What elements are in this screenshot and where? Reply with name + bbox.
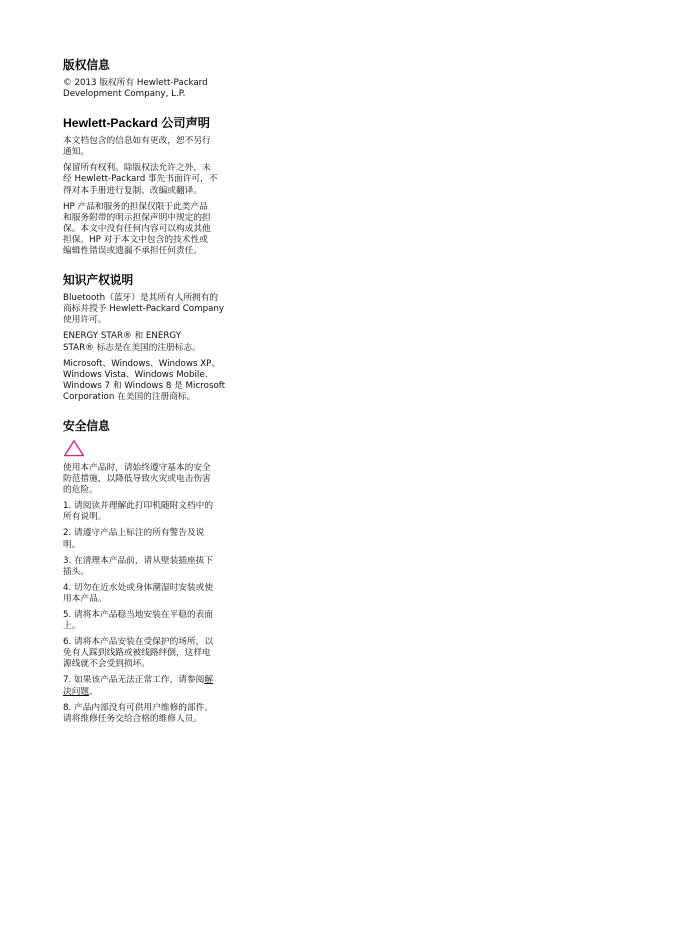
text-line: Windows 7 和 Windows 8 是 Microsoft	[63, 380, 226, 391]
text-line: 商标并授予 Hewlett-Packard Company	[63, 304, 225, 315]
text-line: ENERGY STAR® 和 ENERGY	[63, 331, 182, 342]
item-7-text: 7. 如果该产品无法正常工作，请参阅	[63, 675, 205, 686]
text-line: 1. 请阅读并理解此打印机随附文档中的	[63, 501, 214, 512]
text-line: Microsoft、Windows、Windows XP、	[63, 358, 221, 369]
text-line: 请将维修任务交给合格的维修人员。	[63, 713, 202, 724]
text-line: 8. 产品内部没有可供用户维修的部件。	[63, 702, 214, 713]
text-line: 经 Hewlett-Packard 事先书面许可，不	[63, 174, 218, 185]
hp-statement-paragraph	[63, 202, 241, 257]
text-line: 防范措施，以降低导致火灾或电击伤害	[63, 474, 211, 485]
text-line: STAR® 标志是在美国的注册标志。	[63, 342, 201, 353]
text-line	[63, 687, 241, 698]
safety-item-7	[63, 675, 241, 697]
safety-item-3	[63, 556, 241, 578]
hp-statement-paragraph	[63, 163, 241, 196]
text-line: 5. 请将本产品稳当地安装在平稳的表面	[63, 610, 214, 620]
safety-item-2	[63, 528, 241, 550]
text-line: HP 产品和服务的担保仅限于此类产品	[63, 201, 208, 212]
ip-statement-heading: 知识产权说明	[63, 273, 134, 288]
warning-triangle-icon	[63, 439, 85, 457]
troubleshooting-link[interactable]: 决问题	[63, 686, 90, 697]
hp-statement-paragraph	[63, 136, 241, 158]
ip-statement-paragraph	[63, 359, 241, 403]
safety-section	[63, 419, 241, 725]
text-line: 上。	[63, 621, 81, 632]
text-line: 的危险。	[63, 485, 98, 496]
text-line: Bluetooth（蓝牙）是其所有人所拥有的	[63, 293, 219, 304]
hp-statement-section	[63, 116, 241, 257]
safety-heading: 安全信息	[63, 418, 110, 433]
text-line: 源线就不会受到损坏。	[63, 659, 150, 670]
text-line: 插头。	[63, 566, 90, 577]
hp-statement-heading: Hewlett-Packard 公司声明	[63, 116, 210, 131]
copyright-section	[63, 58, 241, 100]
text-line: 免有人踩到线路或被线路绊倒，这样电	[63, 648, 211, 659]
text-line: 2. 请遵守产品上标注的所有警告及说	[63, 528, 205, 539]
text-line: Corporation 在美国的注册商标。	[63, 391, 196, 402]
text-line: 使用许可。	[63, 315, 107, 326]
text-line: 4. 切勿在近水处或身体潮湿时安装或使	[63, 582, 214, 593]
copyright-line: © 2013 版权所有 Hewlett-Packard	[63, 78, 208, 88]
ip-statement-paragraph	[63, 331, 241, 353]
text-line: 所有说明。	[63, 512, 107, 523]
copyright-heading: 版权信息	[63, 58, 110, 72]
safety-item-5	[63, 610, 241, 632]
text-line: Windows Vista、Windows Mobile、	[63, 369, 214, 380]
text-line	[63, 675, 241, 686]
text-line: 编辑性错误或遗漏不承担任何责任。	[63, 246, 202, 257]
item-7-punctuation: 。	[89, 686, 98, 697]
warning-triangle-outline	[65, 441, 84, 456]
text-line: 3. 在清理本产品前，请从壁装插座拔下	[63, 555, 214, 566]
text-line: 6. 请将本产品安装在受保护的场所，以	[63, 637, 214, 648]
text-line: 和服务附带的明示担保声明中规定的担	[63, 212, 211, 223]
text-line: 得对本手册进行复制、改编或翻译。	[63, 185, 202, 196]
text-line: 通知。	[63, 147, 90, 158]
text-line: 明。	[63, 539, 81, 550]
safety-item-8	[63, 703, 241, 725]
safety-item-1	[63, 501, 241, 523]
copyright-line: Development Company, L.P.	[63, 89, 186, 100]
text-line: 本文档包含的信息如有更改，恕不另行	[63, 136, 211, 147]
text-line: 保留所有权利。除版权法允许之外，未	[63, 163, 211, 174]
copyright-text	[63, 78, 241, 100]
safety-item-4	[63, 583, 241, 605]
safety-paragraph	[63, 463, 241, 496]
ip-statement-section	[63, 273, 241, 403]
text-line: 用本产品。	[63, 593, 107, 604]
text-line: 担保。HP 对于本文中包含的技术性或	[63, 234, 208, 245]
ip-statement-paragraph	[63, 293, 241, 326]
troubleshooting-link[interactable]: 解	[204, 675, 214, 686]
text-line: 使用本产品时，请始终遵守基本的安全	[63, 462, 211, 473]
text-line: 保。本文中没有任何内容可以构成其他	[63, 223, 211, 234]
safety-item-6	[63, 637, 241, 670]
document-column	[63, 58, 241, 741]
